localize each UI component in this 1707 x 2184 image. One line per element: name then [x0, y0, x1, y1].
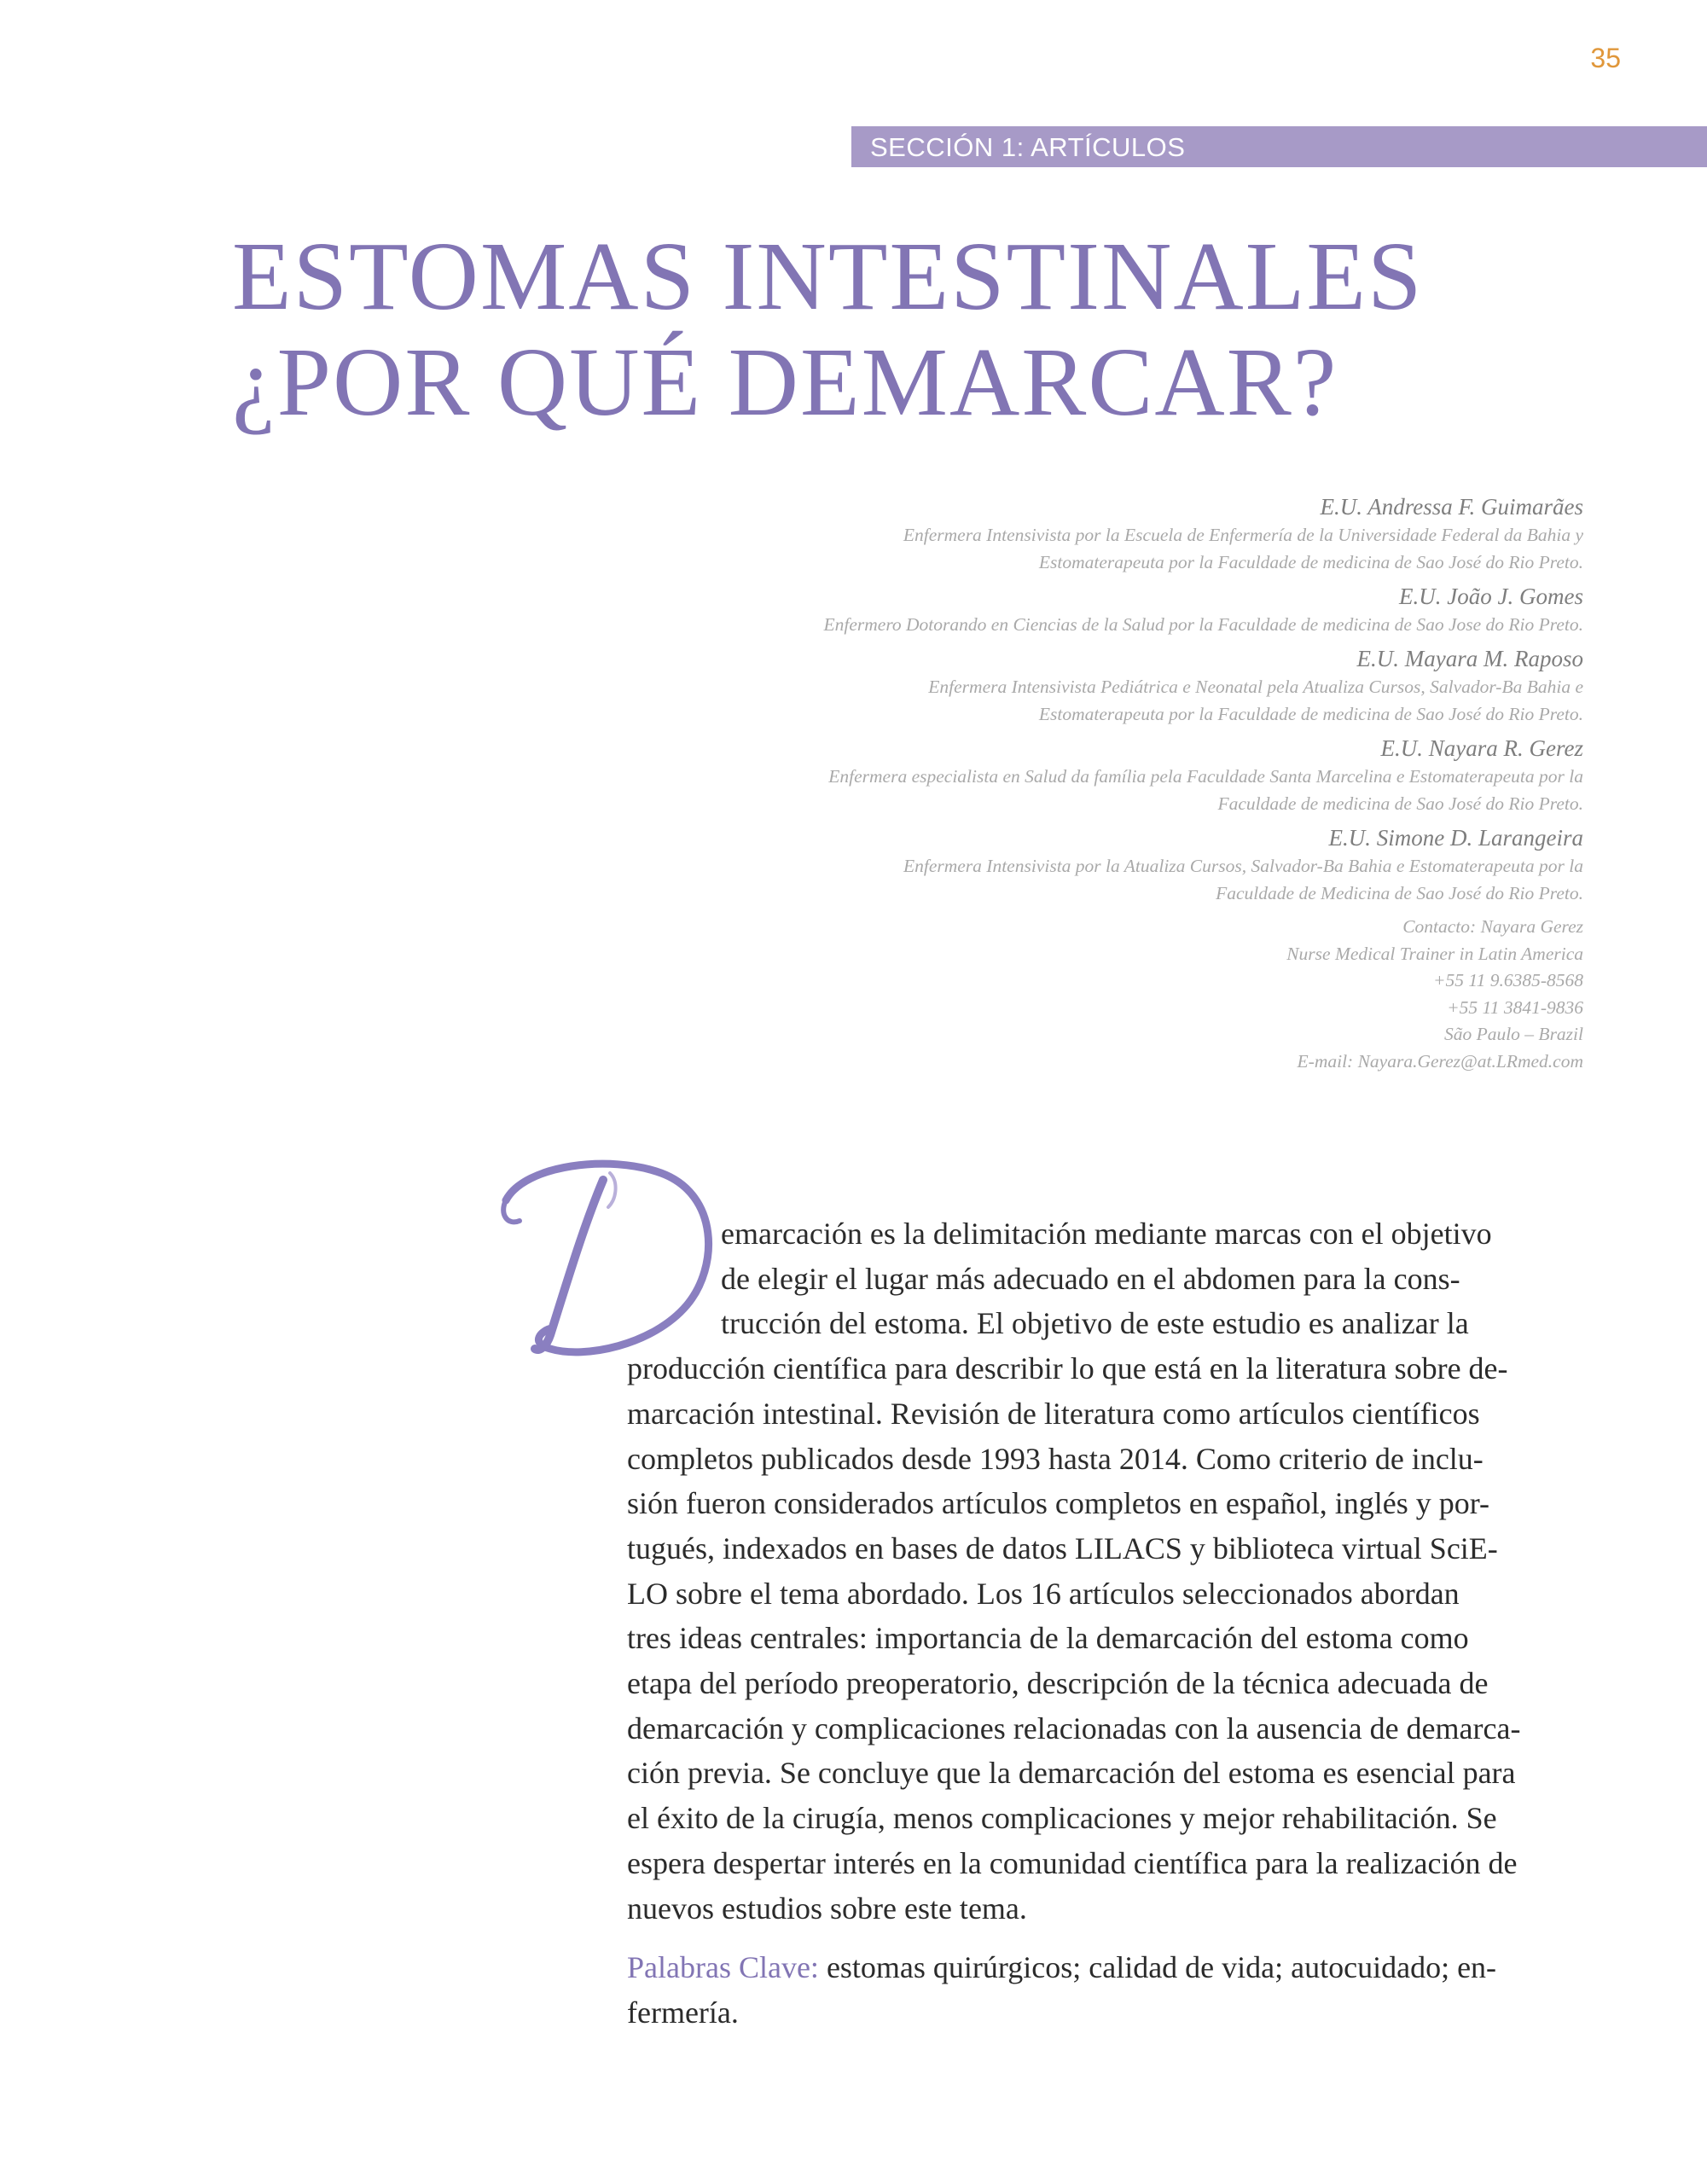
author-affiliation: Faculdade de medicina de Sao José do Rio Preto. — [1217, 793, 1583, 814]
author-affiliation: Enfermera Intensivista por la Atualiza Cursos, Salvador-Ba Bahia e Estomaterapeuta por la — [903, 856, 1583, 876]
contact-phone: +55 11 3841-9836 — [1447, 996, 1583, 1018]
page-number: 35 — [1590, 43, 1621, 73]
author-name: E.U. Simone D. Larangeira — [1328, 825, 1583, 851]
article-title — [232, 224, 1512, 435]
author-affiliation: Enfermera Intensivista Pediátrica e Neonatal pela Atualiza Cursos, Salvador-Ba Bahia e — [928, 677, 1583, 697]
section-header-bar — [851, 126, 1707, 167]
author-entry — [645, 493, 1583, 576]
author-name: E.U. Mayara M. Raposo — [1356, 646, 1583, 671]
author-affiliation: Faculdade de Medicina de Sao José do Rio Preto. — [1216, 883, 1583, 903]
author-affiliation: Enfermera Intensivista por la Escuela de Enfermería de la Universidade Federal da Bahia y — [903, 525, 1583, 545]
section-label: SECCIÓN 1: ARTÍCULOS — [870, 132, 1186, 162]
contact-line: Nurse Medical Trainer in Latin America — [1286, 943, 1583, 964]
article-title-line-1: ESTOMAS INTESTINALES — [232, 222, 1424, 330]
abstract-line: espera despertar interés en la comunidad científica para la realización de — [627, 1845, 1518, 1880]
author-affiliation: Enfermero Dotorando en Ciencias de la Salud por la Faculdade de medicina de Sao Jose do Rio Preto. — [823, 614, 1583, 635]
abstract-line: el éxito de la cirugía, menos complicaciones y mejor rehabilitación. Se — [627, 1801, 1497, 1836]
abstract-line: ción previa. Se concluye que la demarcación del estoma es esencial para — [627, 1756, 1516, 1791]
abstract-line: tres ideas centrales: importancia de la demarcación del estoma como — [627, 1621, 1469, 1656]
abstract-line: LO sobre el tema abordado. Los 16 artículos seleccionados abordan — [627, 1576, 1460, 1611]
abstract-line: demarcación y complicaciones relacionadas con la ausencia de demarca- — [627, 1711, 1521, 1745]
author-affiliation: Enfermera especialista en Salud da família pela Faculdade Santa Marcelina e Estomaterapeuta por la — [828, 766, 1583, 787]
abstract-line: producción científica para describir lo que está en la literatura sobre de- — [627, 1351, 1508, 1386]
contact-phone: +55 11 9.6385-8568 — [1433, 970, 1583, 990]
author-affiliation: Estomaterapeuta por la Faculdade de medicina de Sao José do Rio Preto. — [1038, 552, 1583, 572]
keywords-paragraph — [627, 1945, 1587, 2035]
contact-line: Contacto: Nayara Gerez — [1402, 916, 1583, 937]
keywords-line — [627, 1945, 1587, 1990]
abstract-line: etapa del período preoperatorio, descripción de la técnica adecuada de — [627, 1666, 1489, 1701]
keywords-label: Palabras Clave: — [627, 1950, 819, 1984]
author-entry — [645, 583, 1583, 638]
abstract-line: trucción del estoma. El objetivo de este estudio es analizar la — [721, 1306, 1469, 1341]
contact-block — [645, 914, 1583, 1075]
abstract-line: nuevos estudios sobre este tema. — [627, 1891, 1027, 1926]
authors-block — [645, 493, 1583, 1075]
author-entry — [645, 735, 1583, 817]
abstract-line: completos publicados desde 1993 hasta 2014. Como criterio de inclu- — [627, 1441, 1483, 1476]
keywords-text: estomas quirúrgicos; calidad de vida; autocuidado; en- — [818, 1950, 1497, 1984]
abstract-line: emarcación es la delimitación mediante marcas con el objetivo — [721, 1217, 1492, 1251]
abstract-line: tugués, indexados en bases de datos LILACS y biblioteca virtual SciE- — [627, 1531, 1498, 1565]
author-entry — [645, 645, 1583, 728]
author-name: E.U. Andressa F. Guimarães — [1320, 494, 1583, 520]
contact-location: São Paulo – Brazil — [1443, 1024, 1583, 1044]
author-name: E.U. Nayara R. Gerez — [1380, 735, 1583, 761]
abstract-paragraph — [627, 1211, 1587, 1931]
contact-email: E-mail: Nayara.Gerez@at.LRmed.com — [1297, 1050, 1583, 1072]
article-title-line-2: ¿POR QUÉ DEMARCAR? — [232, 328, 1338, 436]
author-affiliation: Estomaterapeuta por la Faculdade de medicina de Sao José do Rio Preto. — [1038, 704, 1583, 724]
abstract-line: de elegir el lugar más adecuado en el abdomen para la cons- — [721, 1261, 1460, 1296]
keywords-line: fermería. — [627, 1995, 739, 2030]
abstract-line: sión fueron considerados artículos completos en español, inglés y por- — [627, 1486, 1490, 1521]
author-name: E.U. João J. Gomes — [1399, 584, 1583, 609]
author-entry — [645, 824, 1583, 907]
abstract-line: marcación intestinal. Revisión de literatura como artículos científicos — [627, 1396, 1480, 1431]
